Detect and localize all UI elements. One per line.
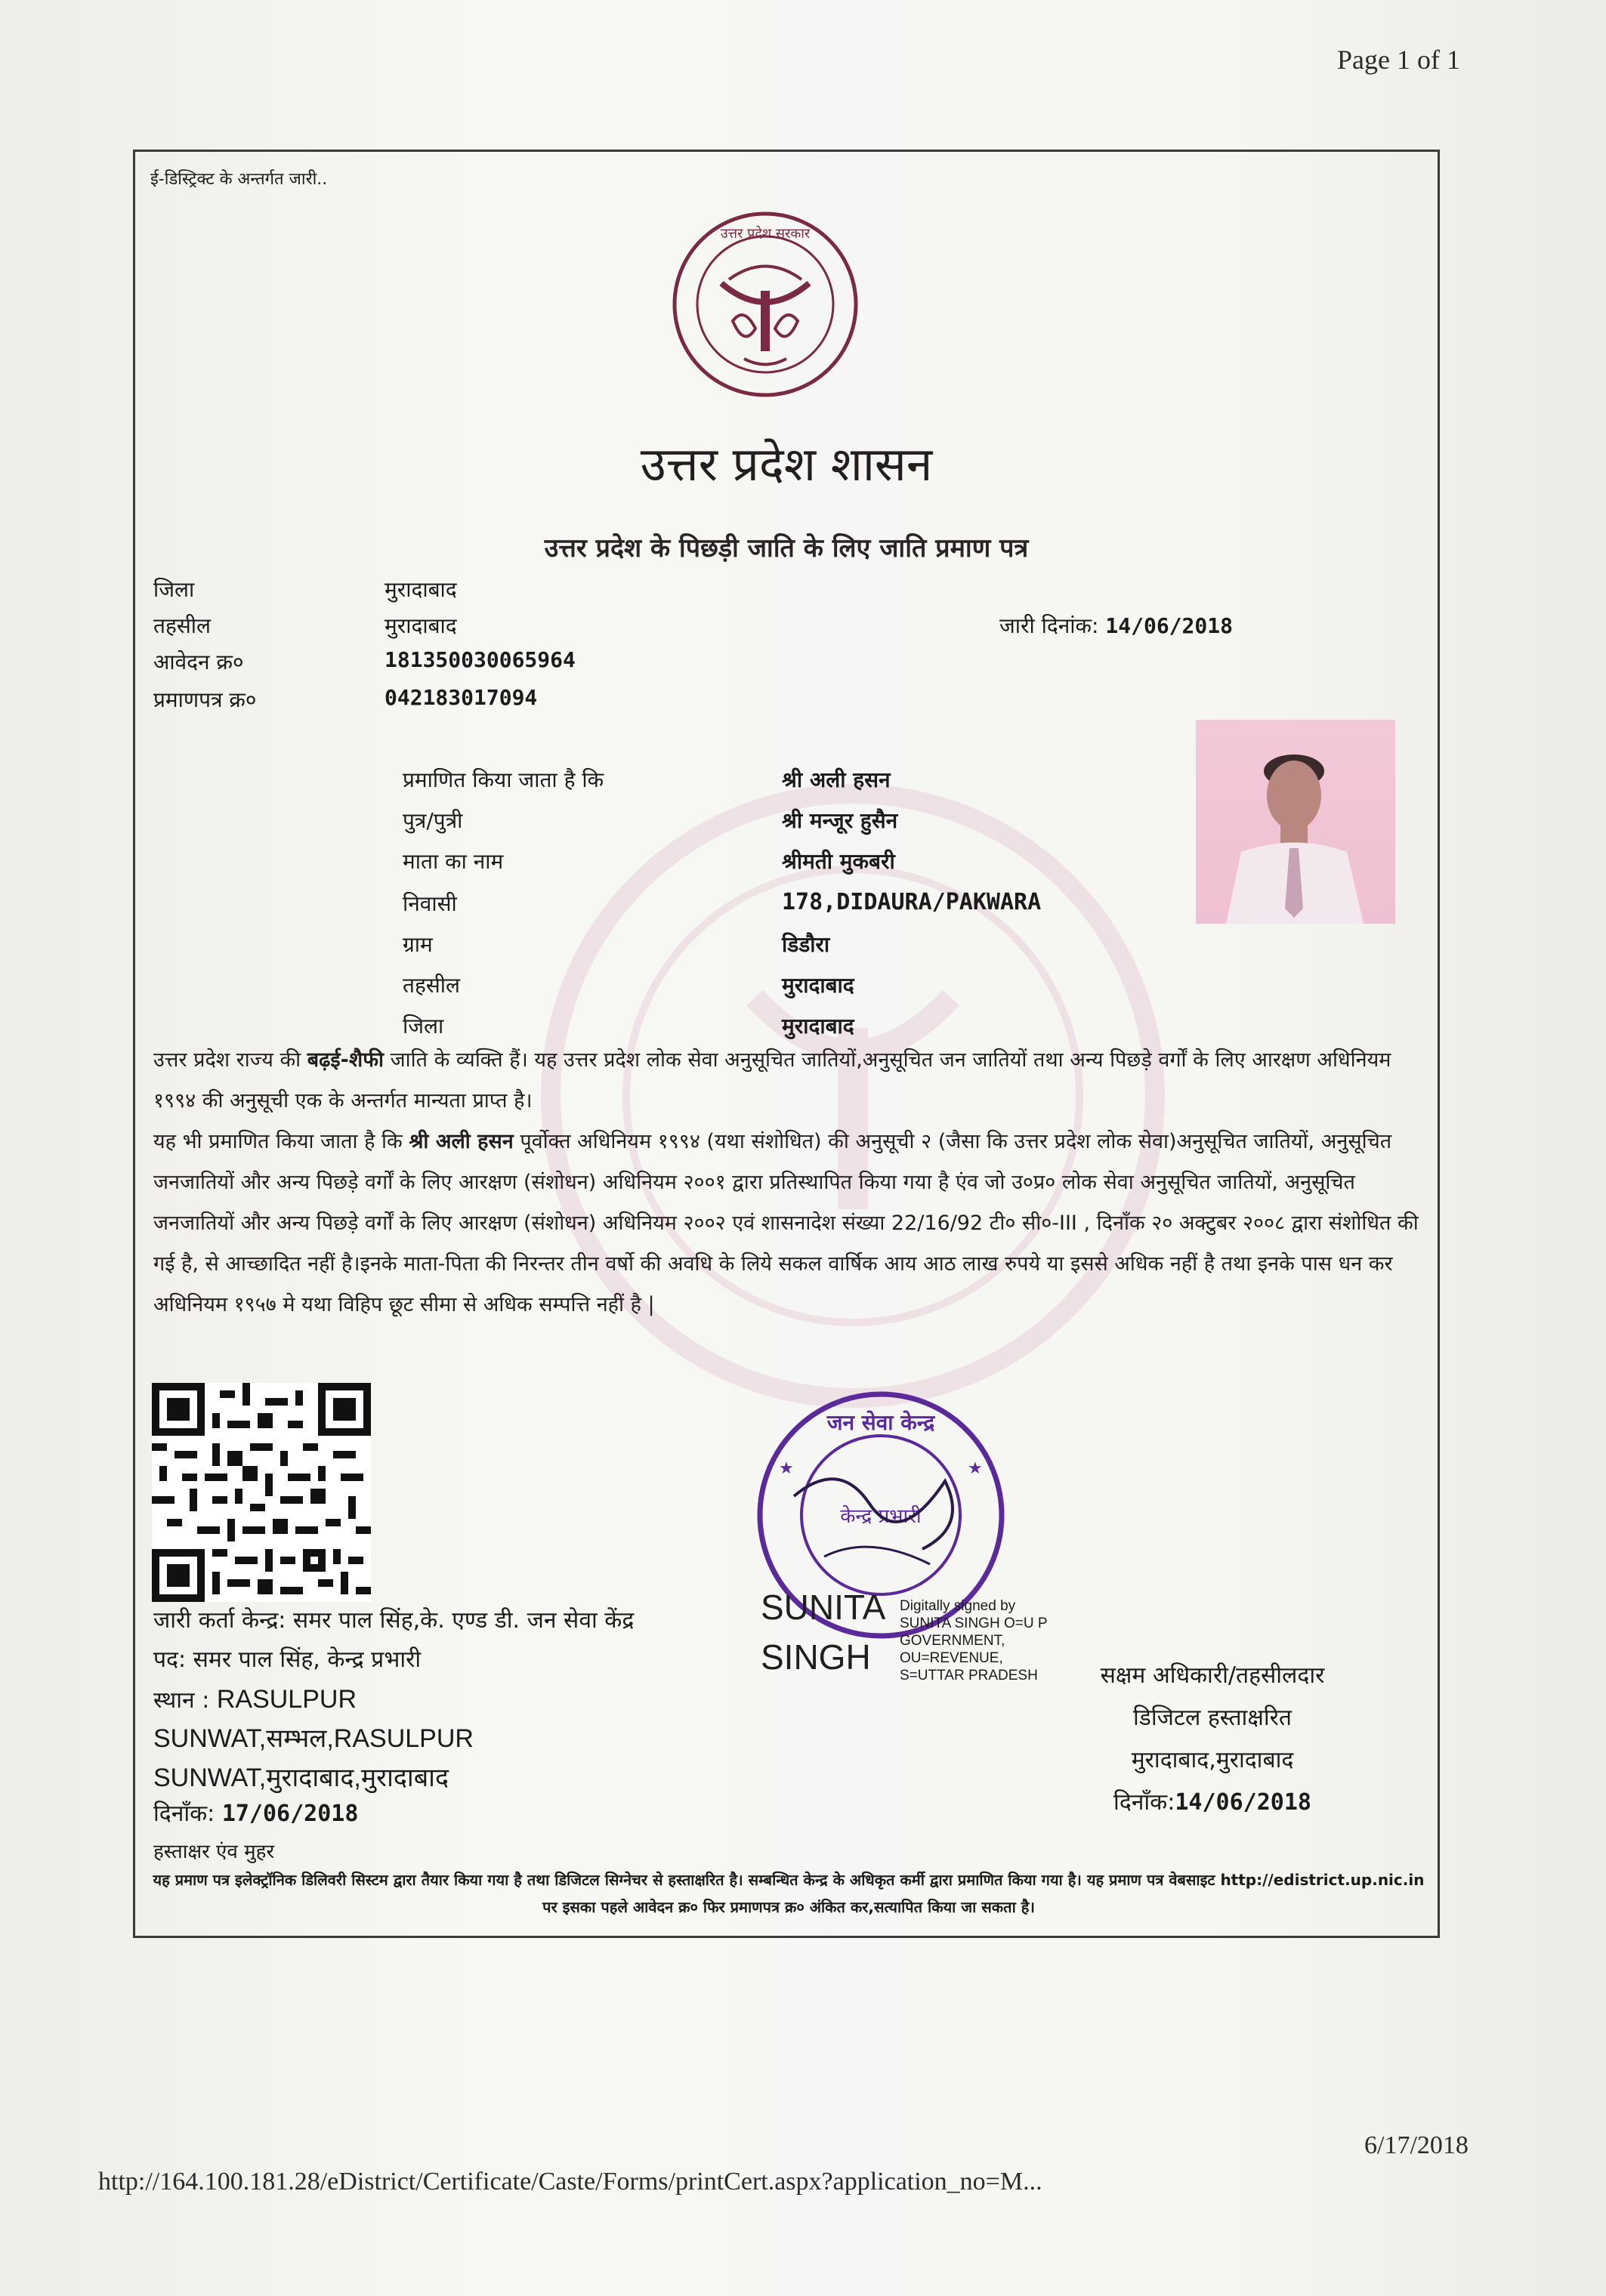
certificate-no-label: प्रमाणपत्र क्र०: [153, 687, 257, 712]
certificate-frame: [133, 150, 1440, 1938]
issuer-place-2: SUNWAT,सम्भल,RASULPUR: [153, 1724, 474, 1753]
resident-label: निवासी: [403, 891, 457, 916]
seal-center-text: केन्द्र प्रभारी: [840, 1505, 922, 1528]
mother-label: माता का नाम: [403, 849, 504, 874]
verification-note: यह प्रमाण पत्र इलेक्ट्रॉनिक डिलिवरी सिस्टम द्वारा तैयार किया गया है तथा डिजिटल सिग्नेचर से हस्ताक्षरित है। सम्बन्धित केन्द्र के अधिकृत कर्मी द्वारा प्रमाणित किया गया है। यह प्रमाण पत्र वेबसाइट http://edistrict.up.nic.in पर इसका पहले आवेदन क्र० फिर प्रमाणपत्र क्र० अंकित कर,सत्यापित किया जा सकता है।: [153, 1871, 1425, 1916]
print-url: http://164.100.181.28/eDistrict/Certificate/Caste/Forms/printCert.aspx?application_no=M...: [98, 2168, 1042, 2196]
svg-text:★: ★: [968, 1459, 983, 1478]
exclusion-paragraph: यह भी प्रमाणित किया जाता है कि श्री अली हसन पूर्वोक्त अधिनियम १९९४ (यथा संशोधित) की अनुसूची २ (जैसा कि उत्तर प्रदेश लोक सेवा)अनुसूचित जातियों, अनुसूचित जनजातियों और अन्य पिछड़े वर्गों के लिए आरक्षण (संशोधन) अधिनियम २००१ द्वारा प्रतिस्थापित किया गया है एंव जो उ०प्र० लोक सेवा अनुसूचित जातियों, अनुसूचित जनजातियों और अन्य पिछड़े वर्गों के लिए आरक्षण (संशोधन) अधिनियम २००२ एवं शासनादेश संख्या 22/16/92 टी० सी०-III , दिनाँक २० अक्टुबर २००८ द्वारा संशोधित की गई है, से आच्छादित नहीं है।इनके माता-पिता की निरन्तर तीन वर्षो की अवधि के लिये सकल वार्षिक आय आठ लाख रुपये या इससे अधिक नहीं है तथा इनके पास धन कर अधिनियम १९५७ मे यथा विहिप छूट सीमा से अधिक सम्पत्ति नहीं है |: [153, 1130, 1419, 1316]
officer-place: मुरादाबाद,मुरादाबाद: [1131, 1747, 1294, 1773]
issue-date-value: 14/06/2018: [1105, 613, 1233, 638]
application-no-label: आवेदन क्र०: [153, 650, 244, 674]
seal-text: जन सेवा केन्द्र: [826, 1410, 935, 1435]
person-tehsil-label: तहसील: [403, 973, 460, 998]
parent-label: पुत्र/पुत्री: [403, 808, 463, 833]
officer-block: [1061, 1655, 1364, 1824]
emblem-text: उत्तर प्रदेश सरकार: [720, 226, 811, 242]
district-label: जिला: [153, 577, 195, 602]
certificate-title: उत्तर प्रदेश शासन: [640, 437, 933, 492]
officer-title: सक्षम अधिकारी/तहसीलदार: [1100, 1662, 1325, 1689]
issue-date: [999, 611, 1233, 640]
issue-date-label: जारी दिनांक:: [999, 613, 1099, 638]
parent-name: श्री मन्जूर हुसैन: [782, 808, 898, 833]
caste-name: बढ़ई-शैफी: [307, 1048, 385, 1072]
print-date: 6/17/2018: [1364, 2131, 1469, 2159]
certificate-no-value: 042183017094: [385, 685, 538, 710]
village-value: डिडौरा: [782, 932, 830, 957]
issuer-post: पद: समर पाल सिंह, केन्द्र प्रभारी: [153, 1646, 422, 1673]
qr-code: [152, 1383, 371, 1602]
issuer-date: दिनाँक: 17/06/2018: [153, 1801, 359, 1827]
digital-signature-info: Digitally signed by SUNITA SINGH O=U P GOVERNMENT, OU=REVENUE, S=UTTAR PRADESH: [900, 1598, 1048, 1683]
signer-last-name: SINGH: [761, 1637, 871, 1677]
caste-paragraph: उत्तर प्रदेश राज्य की बढ़ई-शैफी जाति के व्यक्ति हैं। यह उत्तर प्रदेश लोक सेवा अनुसूचित जातियों,अनुसूचित जन जातियों तथा अन्य पिछड़े वर्गों के लिए आरक्षण अधिनियम १९९४ की अनुसूची एक के अन्तर्गत मान्यता प्राप्त है।: [153, 1048, 1391, 1113]
mother-name: श्रीमती मुकबरी: [782, 849, 895, 874]
certified-label: प्रमाणित किया जाता है कि: [403, 767, 604, 792]
resident-value: 178,DIDAURA/PAKWARA: [782, 889, 1042, 915]
issuing-center: जारी कर्ता केन्द्र: समर पाल सिंह,के. एण्ड डी. जन सेवा केंद्र: [153, 1607, 635, 1634]
district-value: मुरादाबाद: [385, 577, 457, 602]
tehsil-label: तहसील: [153, 613, 211, 638]
applicant-photo: [1196, 720, 1395, 924]
person-district-label: जिला: [403, 1014, 444, 1038]
person-tehsil-value: मुरादाबाद: [782, 973, 854, 998]
officer-date: दिनाँक:14/06/2018: [1113, 1789, 1311, 1816]
issuer-place-3: SUNWAT,मुरादाबाद,मुरादाबाद: [153, 1764, 449, 1792]
issuer-place: स्थान : RASULPUR: [153, 1685, 357, 1714]
edistrict-note: ई-डिस्ट्रिक्ट के अन्तर्गत जारी..: [150, 170, 328, 189]
signer-first-name: SUNITA: [761, 1588, 886, 1627]
svg-text:★: ★: [779, 1459, 794, 1478]
tehsil-value: मुरादाबाद: [385, 613, 457, 638]
certified-name: श्री अली हसन: [782, 767, 891, 792]
certificate-subtitle: उत्तर प्रदेश के पिछड़ी जाति के लिए जाति प्रमाण पत्र: [544, 533, 1029, 563]
application-no-value: 181350030065964: [385, 647, 576, 672]
person-district-value: मुरादाबाद: [782, 1014, 854, 1038]
page-number: Page 1 of 1: [1337, 45, 1460, 75]
up-emblem-icon: [669, 208, 862, 401]
paragraph-name: श्री अली हसन: [409, 1130, 514, 1153]
village-label: ग्राम: [403, 932, 433, 957]
officer-digital: डिजिटल हस्ताक्षरित: [1133, 1705, 1292, 1731]
sign-and-seal-label: हस्ताक्षर एंव मुहर: [153, 1841, 275, 1863]
